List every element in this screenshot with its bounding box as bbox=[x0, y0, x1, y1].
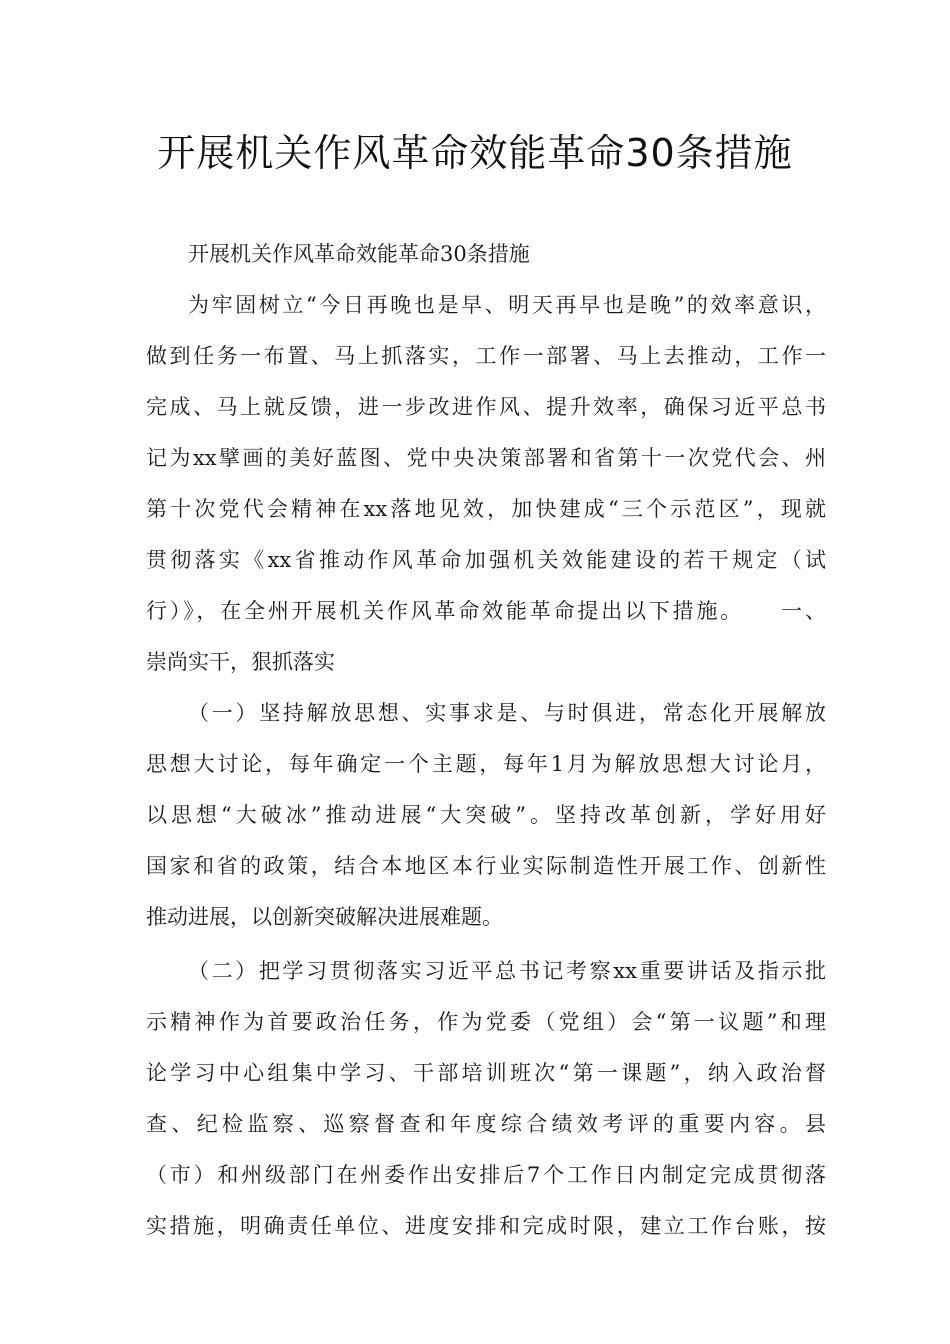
paragraph-line: （二）把学习贯彻落实习近平总书记考察xx重要讲话及指示批 bbox=[188, 959, 826, 983]
paragraph-intro bbox=[146, 280, 826, 688]
subtitle-text: 开展机关作风革命效能革命30条措施 bbox=[188, 242, 530, 266]
paragraph-line: 记为xx擘画的美好蓝图、党中央决策部署和省第十一次党代会、州 bbox=[146, 446, 826, 470]
paragraph-line: 实措施，明确责任单位、进度安排和完成时限，建立工作台账，按 bbox=[146, 1214, 826, 1238]
paragraph-line: （一）坚持解放思想、实事求是、与时俱进，常态化开展解放 bbox=[188, 701, 826, 725]
paragraph-line: 国家和省的政策，结合本地区本行业实际制造性开展工作、创新性 bbox=[146, 854, 826, 878]
paragraph-line: 思想大讨论，每年确定一个主题，每年1月为解放思想大讨论月， bbox=[146, 752, 826, 776]
paragraph-line: 做到任务一布置、马上抓落实，工作一部署、马上去推动，工作一 bbox=[146, 344, 826, 368]
document-body bbox=[146, 229, 826, 1252]
paragraph-line: 完成、马上就反馈，进一步改进作风、提升效率，确保习近平总书 bbox=[146, 395, 826, 419]
paragraph-line: 行）》，在全州开展机关作风革命效能革命提出以下措施。 一、 bbox=[146, 599, 826, 623]
paragraph-line: 查、纪检监察、巡察督查和年度综合绩效考评的重要内容。县 bbox=[146, 1112, 826, 1136]
paragraph-line: 论学习中心组集中学习、干部培训班次“第一课题”，纳入政治督 bbox=[146, 1061, 826, 1085]
paragraph-line: 以思想“大破冰”推动进展“大突破”。坚持改革创新，学好用好 bbox=[146, 803, 826, 827]
document-title: 开展机关作风革命效能革命30条措施 bbox=[157, 131, 793, 175]
section-heading-line: 崇尚实干，狠抓落实 bbox=[146, 650, 335, 674]
paragraph-line: （市）和州级部门在州委作出安排后7个工作日内制定完成贯彻落 bbox=[146, 1163, 826, 1187]
paragraph-line: 为牢固树立“今日再晚也是早、明天再早也是晚”的效率意识， bbox=[188, 293, 826, 317]
paragraph-line: 贯彻落实《xx省推动作风革命加强机关效能建设的若干规定（试 bbox=[146, 548, 826, 572]
document-subtitle bbox=[146, 229, 826, 280]
paragraph-line: 示精神作为首要政治任务，作为党委（党组）会“第一议题”和理 bbox=[146, 1010, 826, 1034]
paragraph-line: 推动进展，以创新突破解决进展难题。 bbox=[146, 905, 503, 929]
paragraph-line: 第十次党代会精神在xx落地见效，加快建成“三个示范区”，现就 bbox=[146, 497, 826, 521]
paragraph-item-1 bbox=[146, 688, 826, 943]
paragraph-item-2 bbox=[146, 946, 826, 1252]
